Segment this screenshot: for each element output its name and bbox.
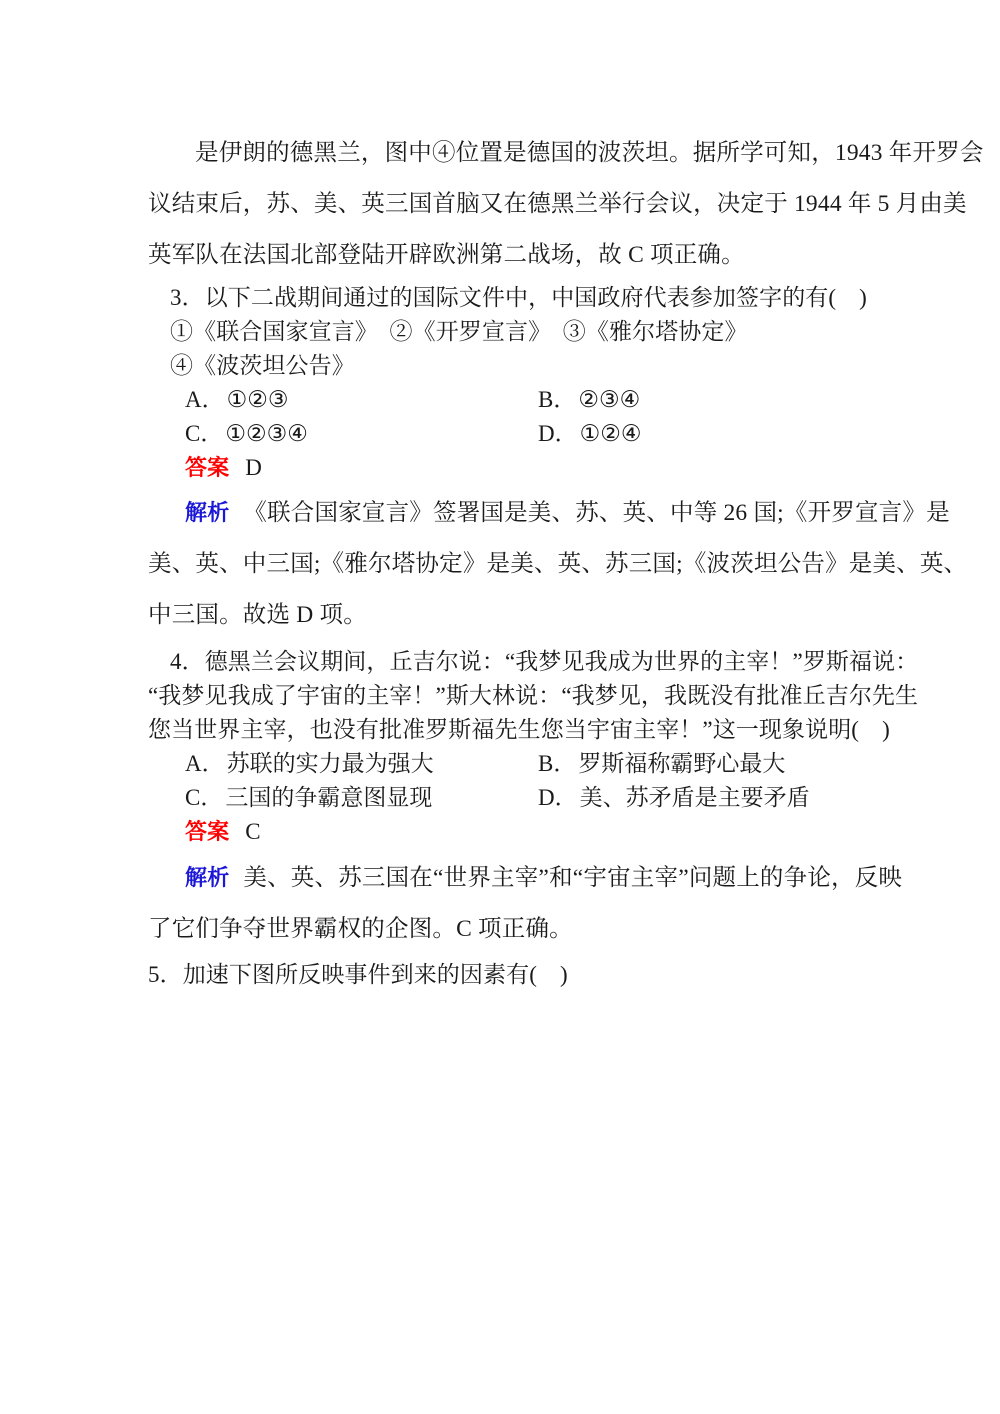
question-4-option-row-2 [148, 781, 855, 815]
question-3-option-b[interactable] [538, 383, 640, 417]
question-5-answer-blank[interactable] [537, 962, 560, 987]
question-3-answer-blank[interactable] [836, 285, 859, 310]
question-3-option-a[interactable] [185, 383, 288, 417]
question-4-explanation-block [148, 852, 903, 955]
question-4-option-d-key: D． [538, 785, 578, 810]
continued-explanation-block [148, 128, 984, 281]
question-3-answer-value: D [245, 455, 262, 480]
question-4-option-c[interactable] [185, 781, 432, 815]
question-3-explanation-paragraph [148, 487, 968, 641]
question-3-option-row-1 [148, 383, 855, 417]
question-4-option-b-key: B． [538, 751, 577, 776]
question-3-option-c-text: ①②③④ [225, 421, 308, 446]
question-4-block [148, 645, 919, 849]
question-3-number: 3． [170, 285, 205, 310]
continued-explanation-line-1: 是伊朗的德黑兰，图中④位置是德国的波茨坦。据所学可知，1943 年开罗会 [195, 140, 984, 166]
question-4-option-b-text: 罗斯福称霸野心最大 [578, 751, 786, 776]
question-5-block [148, 958, 855, 992]
question-4-explanation-paragraph [148, 852, 903, 955]
question-3-stem-close: ) [859, 285, 867, 310]
question-4-option-d-text: 美、苏矛盾是主要矛盾 [579, 785, 810, 810]
question-4-answer-blank[interactable] [859, 717, 882, 742]
question-4-option-d[interactable] [538, 781, 810, 815]
question-4-explanation-line-1 [148, 852, 903, 904]
question-3-explanation-line-2: 美、英、中三国;《雅尔塔协定》是美、英、苏三国;《波茨坦公告》是美、英、 [148, 551, 968, 577]
question-4-answer-label: 答案 [185, 819, 230, 844]
question-3-materials [148, 315, 855, 383]
question-4-option-row-1 [148, 747, 855, 781]
question-3-option-row-2 [148, 417, 855, 451]
question-4-option-c-text: 三国的争霸意图显现 [225, 785, 433, 810]
question-3-explanation-text-1: 《联合国家宣言》签署国是美、苏、英、中等 26 国;《开罗宣言》是 [243, 500, 950, 526]
question-4-option-c-key: C． [185, 785, 224, 810]
question-4-stem-close: ) [882, 717, 890, 742]
question-4-explanation-label: 解析 [185, 865, 230, 890]
question-3-option-c[interactable] [185, 417, 308, 451]
question-4-stem-line-3 [148, 713, 890, 747]
question-3-option-b-key: B． [538, 387, 577, 412]
question-4-number: 4． [170, 649, 205, 674]
question-4-stem-text-1: 德黑兰会议期间，丘吉尔说：“我梦见我成为世界的主宰！”罗斯福说： [204, 649, 919, 674]
question-4-option-b[interactable] [538, 747, 785, 781]
continued-explanation-line-2: 议结束后，苏、美、英三国首脑又在德黑兰举行会议，决定于 1944 年 5 月由美 [148, 191, 967, 217]
question-5-stem-close: ) [559, 962, 568, 987]
question-4-explanation-line-2: 了它们争夺世界霸权的企图。C 项正确。 [148, 916, 573, 942]
question-4-stem-line-2: “我梦见我成了宇宙的主宰！”斯大林说：“我梦见，我既没有批准丘吉尔先生 [148, 683, 919, 708]
question-3-stem [148, 281, 867, 315]
continued-explanation-line-3: 英军队在法国北部登陆开辟欧洲第二战场，故 C 项正确。 [148, 242, 745, 268]
question-3-option-d[interactable] [538, 417, 641, 451]
question-3-answer-label: 答案 [185, 455, 230, 480]
question-4-answer-value: C [245, 819, 261, 844]
question-3-explanation-line-1 [148, 487, 950, 539]
question-4-option-a-key: A． [185, 751, 225, 776]
question-3-stem-text: 以下二战期间通过的国际文件中，中国政府代表参加签字的有( [204, 285, 837, 310]
question-4-explanation-text-1: 美、英、苏三国在“世界主宰”和“宇宙主宰”问题上的争论，反映 [243, 865, 903, 891]
question-4-stem [148, 645, 919, 747]
question-4-option-a-text: 苏联的实力最为强大 [226, 751, 434, 776]
question-3-option-b-text: ②③④ [578, 387, 641, 412]
question-3-option-a-key: A． [185, 387, 225, 412]
question-4-option-a[interactable] [185, 747, 434, 781]
question-3-option-d-text: ①②④ [579, 421, 642, 446]
question-3-option-d-key: D． [538, 421, 578, 446]
question-4-stem-line-1 [148, 645, 919, 679]
question-5-stem-text: 加速下图所反映事件到来的因素有( [182, 962, 537, 987]
question-3-explanation-label: 解析 [185, 500, 230, 525]
question-5-number: 5． [148, 962, 183, 987]
continued-explanation-paragraph [148, 128, 984, 281]
question-3-block [148, 281, 867, 485]
question-3-materials-line-2: ④《波茨坦公告》 [170, 353, 355, 378]
question-3-explanation-block [148, 487, 968, 641]
question-3-materials-line-1: ①《联合国家宣言》 ②《开罗宣言》 ③《雅尔塔协定》 [170, 319, 748, 344]
question-4-stem-text-3: 您当世界主宰，也没有批准罗斯福先生您当宇宙主宰！”这一现象说明( [148, 717, 860, 742]
question-3-explanation-line-3: 中三国。故选 D 项。 [148, 602, 367, 628]
question-3-option-c-key: C． [185, 421, 224, 446]
question-3-option-a-text: ①②③ [226, 387, 289, 412]
question-3-answer-row [148, 451, 855, 485]
question-4-answer-row [148, 815, 855, 849]
question-5-stem [148, 958, 855, 992]
